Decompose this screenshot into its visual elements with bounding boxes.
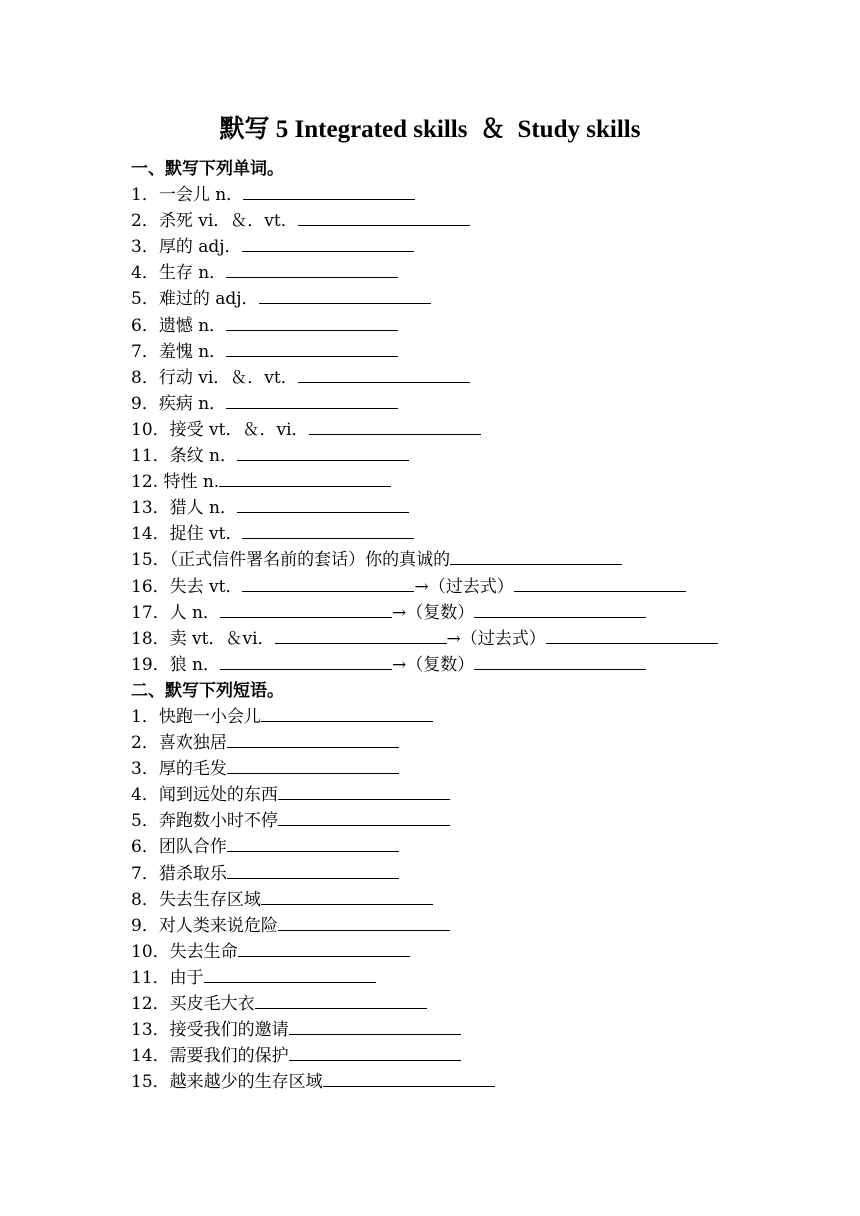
item-text: 11．由于 — [131, 967, 204, 988]
word-item — [131, 600, 831, 626]
word-item — [131, 234, 831, 260]
item-text: 15．越来越少的生存区域 — [131, 1072, 323, 1093]
form-hint: →（过去式） — [414, 576, 514, 597]
answer-blank[interactable] — [278, 913, 450, 931]
answer-blank[interactable] — [226, 313, 398, 331]
worksheet-content — [131, 156, 831, 1095]
phrase-item — [131, 965, 831, 991]
answer-blank[interactable] — [278, 808, 450, 826]
item-text: 3．厚的 adj． — [131, 237, 242, 258]
word-item — [131, 547, 831, 573]
answer-blank[interactable] — [226, 260, 398, 278]
word-item — [131, 443, 831, 469]
phrase-item — [131, 939, 831, 965]
answer-blank[interactable] — [289, 1017, 461, 1035]
phrase-item — [131, 704, 831, 730]
page-title: 默写 5 Integrated skills ＆ Study skills — [219, 116, 641, 143]
answer-blank[interactable] — [227, 834, 399, 852]
answer-blank[interactable] — [204, 965, 376, 983]
form-hint: →（过去式） — [446, 628, 546, 649]
item-text: 15．（正式信件署名前的套话）你的真诚的 — [131, 550, 451, 571]
item-text: 11．条纹 n． — [131, 446, 237, 467]
phrase-item — [131, 782, 831, 808]
phrase-item — [131, 730, 831, 756]
phrase-item — [131, 808, 831, 834]
word-item — [131, 574, 831, 600]
answer-blank[interactable] — [242, 234, 414, 252]
answer-blank[interactable] — [226, 391, 398, 409]
item-text: 7．猎杀取乐 — [131, 863, 227, 884]
item-text: 6．遗憾 n． — [131, 315, 227, 336]
answer-blank[interactable] — [220, 600, 392, 618]
answer-blank[interactable] — [546, 626, 718, 644]
word-item — [131, 339, 831, 365]
answer-blank[interactable] — [238, 939, 410, 957]
item-text: 14．捉住 vt． — [131, 524, 243, 545]
answer-blank[interactable] — [298, 208, 470, 226]
item-text: 10．失去生命 — [131, 941, 238, 962]
item-text: 1．快跑一小会儿 — [131, 706, 261, 727]
answer-blank[interactable] — [289, 1043, 461, 1061]
answer-blank[interactable] — [474, 652, 646, 670]
form-hint: →（复数） — [391, 602, 475, 623]
answer-blank[interactable] — [227, 756, 399, 774]
answer-blank[interactable] — [227, 730, 399, 748]
form-hint: →（复数） — [391, 654, 475, 675]
item-text: 2．杀死 vi．＆．vt． — [131, 211, 298, 232]
item-text: 5．难过的 adj． — [131, 289, 259, 310]
item-text: 17．人 n． — [131, 602, 220, 623]
answer-blank[interactable] — [309, 417, 481, 435]
word-item — [131, 521, 831, 547]
item-text: 1．一会儿 n． — [131, 185, 244, 206]
word-list — [131, 182, 831, 678]
word-item — [131, 286, 831, 312]
word-item — [131, 260, 831, 286]
answer-blank[interactable] — [261, 887, 433, 905]
item-text: 13．猎人 n． — [131, 498, 237, 519]
item-text: 8．行动 vi．＆．vt． — [131, 367, 298, 388]
item-text: 18．卖 vt．＆vi． — [131, 628, 275, 649]
answer-blank[interactable] — [275, 626, 447, 644]
item-text: 7．羞愧 n． — [131, 341, 227, 362]
phrase-item — [131, 861, 831, 887]
item-text: 3．厚的毛发 — [131, 759, 227, 780]
word-item — [131, 208, 831, 234]
answer-blank[interactable] — [219, 469, 391, 487]
phrase-item — [131, 887, 831, 913]
item-text: 19．狼 n． — [131, 654, 220, 675]
item-text: 12．买皮毛大衣 — [131, 994, 255, 1014]
item-text: 14．需要我们的保护 — [131, 1046, 289, 1067]
answer-blank[interactable] — [278, 782, 450, 800]
section-heading-phrases: 二、默写下列短语。 — [131, 680, 284, 701]
word-item — [131, 469, 831, 495]
answer-blank[interactable] — [450, 547, 622, 565]
answer-blank[interactable] — [220, 652, 392, 670]
answer-blank[interactable] — [226, 339, 398, 357]
word-item — [131, 626, 831, 652]
item-text: 6．团队合作 — [131, 837, 227, 858]
item-text: 16．失去 vt． — [131, 576, 243, 597]
answer-blank[interactable] — [298, 365, 470, 383]
phrase-item — [131, 1069, 831, 1095]
word-item — [131, 495, 831, 521]
item-text: 10．接受 vt．＆．vi． — [131, 419, 309, 440]
answer-blank[interactable] — [242, 574, 414, 592]
answer-blank[interactable] — [237, 495, 409, 513]
phrase-item — [131, 1043, 831, 1069]
item-text: 5．奔跑数小时不停 — [131, 811, 278, 832]
phrase-item — [131, 991, 831, 1017]
item-text: 9．疾病 n． — [131, 393, 227, 414]
phrase-item — [131, 1017, 831, 1043]
phrase-item — [131, 913, 831, 939]
answer-blank[interactable] — [237, 443, 409, 461]
answer-blank[interactable] — [243, 182, 415, 200]
phrase-list — [131, 704, 831, 1095]
item-text: 12. 特性 n. — [131, 472, 220, 493]
item-text: 9．对人类来说危险 — [131, 915, 278, 936]
item-text: 13．接受我们的邀请 — [131, 1020, 289, 1041]
item-text: 4．闻到远处的东西 — [131, 785, 278, 806]
phrase-item — [131, 834, 831, 860]
word-item — [131, 391, 831, 417]
word-item — [131, 182, 831, 208]
answer-blank[interactable] — [259, 286, 431, 304]
word-item — [131, 365, 831, 391]
phrase-item — [131, 756, 831, 782]
section-heading-words: 一、默写下列单词。 — [131, 159, 284, 179]
word-item — [131, 652, 831, 678]
answer-blank[interactable] — [242, 521, 414, 539]
answer-blank[interactable] — [514, 574, 686, 592]
answer-blank[interactable] — [474, 600, 646, 618]
item-text: 4．生存 n． — [131, 263, 227, 284]
answer-blank[interactable] — [227, 861, 399, 879]
item-text: 8．失去生存区域 — [131, 889, 261, 910]
item-text: 2．喜欢独居 — [131, 733, 227, 754]
answer-blank[interactable] — [255, 991, 427, 1009]
word-item — [131, 417, 831, 443]
answer-blank[interactable] — [323, 1069, 495, 1087]
word-item — [131, 313, 831, 339]
answer-blank[interactable] — [261, 704, 433, 722]
